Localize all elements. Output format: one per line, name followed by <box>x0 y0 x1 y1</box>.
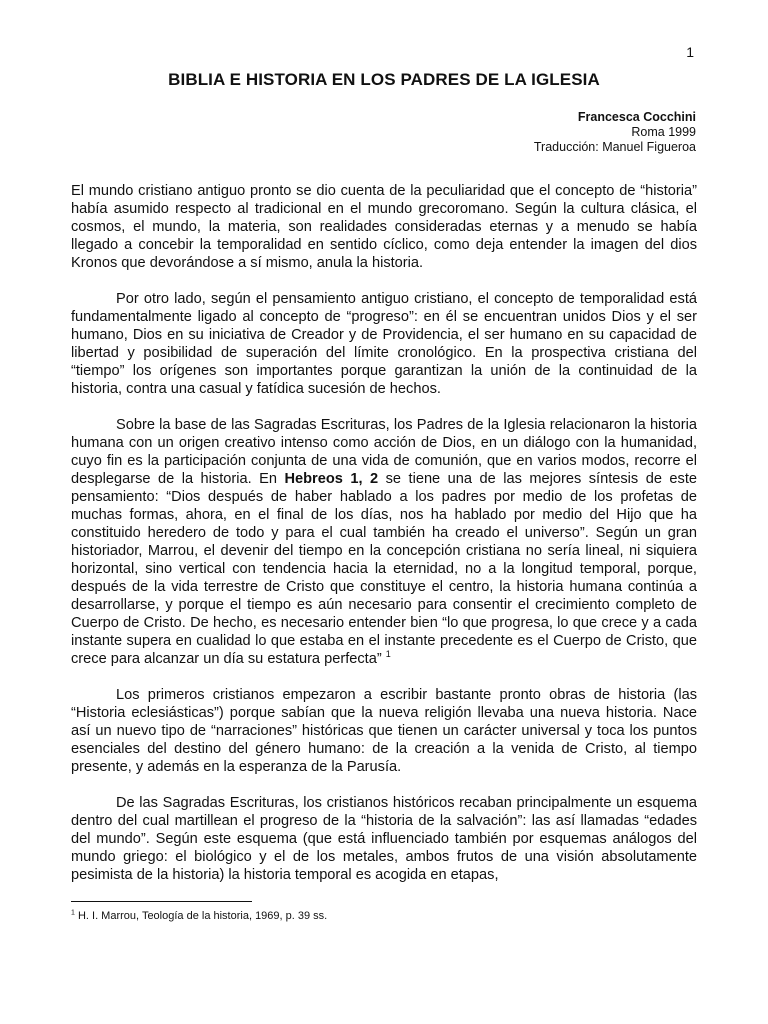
paragraph-2: Por otro lado, según el pensamiento antiguo cristiano, el concepto de temporalidad está fundamentalmente ligado al concepto de “progreso”: en él se encuentran unidos Dios y el ser humano, Dios en su iniciativa de Creador y de Providencia, el ser humano en su capacidad de libertad y posibilidad de superación del límite cronológico. En la prospectiva cristiana del “tiempo” los orígenes son importantes porque garantizan la unión de la continuidad de la historia, contra una casual y fatídica sucesión de hechos. <box>71 291 697 397</box>
author-name: Francesca Cocchini <box>577 110 696 124</box>
paragraph-3-text-after: se tiene una de las mejores síntesis de este pensamiento: “Dios después de haber hablado a los padres por medio de los profetas de muchas formas, ahora, en el final de los días, nos ha hablado por medio del Hijo que ha constituido heredero de todo y para el cual también ha creado el universo”. Según un gran historiador, Marrou, el devenir del tiempo en la concepción cristiana no sería lineal, ni siquiera horizontal, sino vertical con tendencia hacia la eternidad, no a la longitud temporal, porque, después de la vida terrestre de Cristo que constituye el centro, la historia humana continúa a desarrollarse, y porque el tiempo es aún necesario para consentir el crecimiento completo de Cuerpo de Cristo. De hecho, es necesario entender bien “lo que progresa, lo que crece y a cada instante supera en cualidad lo que estaba en el instante precedente es el Cuerpo de Cristo, que crece para alcanzar un día su estatura perfecta” <box>71 471 698 667</box>
page-number: 1 <box>686 44 694 60</box>
byline <box>534 110 696 155</box>
footnote-reference[interactable]: 1 <box>385 649 391 660</box>
footnote-marker: 1 <box>71 909 75 917</box>
footnote <box>71 909 327 923</box>
paragraph-4: Los primeros cristianos empezaron a escribir bastante pronto obras de historia (las “Historia eclesiásticas”) porque sabían que la nueva religión llevaba una nueva historia. Nace así un nuevo tipo de “narraciones” históricas que tienen un carácter universal y toca los puntos esenciales del destino del género humano: de la creación a la venida de Cristo, al tiempo presente, y además en la esperanza de la Parusía. <box>71 687 697 775</box>
place-year: Roma 1999 <box>631 125 696 139</box>
paragraph-5: De las Sagradas Escrituras, los cristianos históricos recaban principalmente un esquema dentro del cual martillean el progreso de la “historia de la salvación”: las así llamadas “edades del mundo”. Según este esquema (que está influenciado también por esquemas análogos del mundo griego: el biológico y el de los metales, ambos frutos de una visión absolutamente pesimista de la historia) la historia temporal es acogida en etapas, <box>71 795 697 883</box>
paragraph-3-text-before: Sobre la base de las Sagradas Escrituras, los Padres de la Iglesia relacionaron la historia humana con un origen creativo intenso como acción de Dios, en un diálogo con la humanidad, cuyo fin es la participación conjunta de una vida de comunión, que en varios modos, recorre el desplegarse de la historia. En <box>71 417 697 487</box>
body-text <box>71 182 697 902</box>
paragraph-1: El mundo cristiano antiguo pronto se dio cuenta de la peculiaridad que el concepto de “historia” había asumido respecto al tradicional en el mundo grecoromano. Según la cultura clásica, el cosmos, el mundo, la materia, son realidades consideradas eternas y a menudo se había llegado a concebir la temporalidad en sentido cíclico, como deja entender la imagen del dios Kronos que devorándose a sí mismo, anula la historia. <box>71 183 697 271</box>
paragraph-3 <box>71 416 697 668</box>
translation-credit: Traducción: Manuel Figueroa <box>533 140 696 154</box>
footnote-divider <box>71 901 252 902</box>
footnote-text: H. I. Marrou, Teología de la historia, 1969, p. 39 ss. <box>74 910 328 922</box>
document-title: BIBLIA E HISTORIA EN LOS PADRES DE LA IGLESIA <box>168 70 600 89</box>
scripture-reference: Hebreos 1, 2 <box>284 471 379 487</box>
